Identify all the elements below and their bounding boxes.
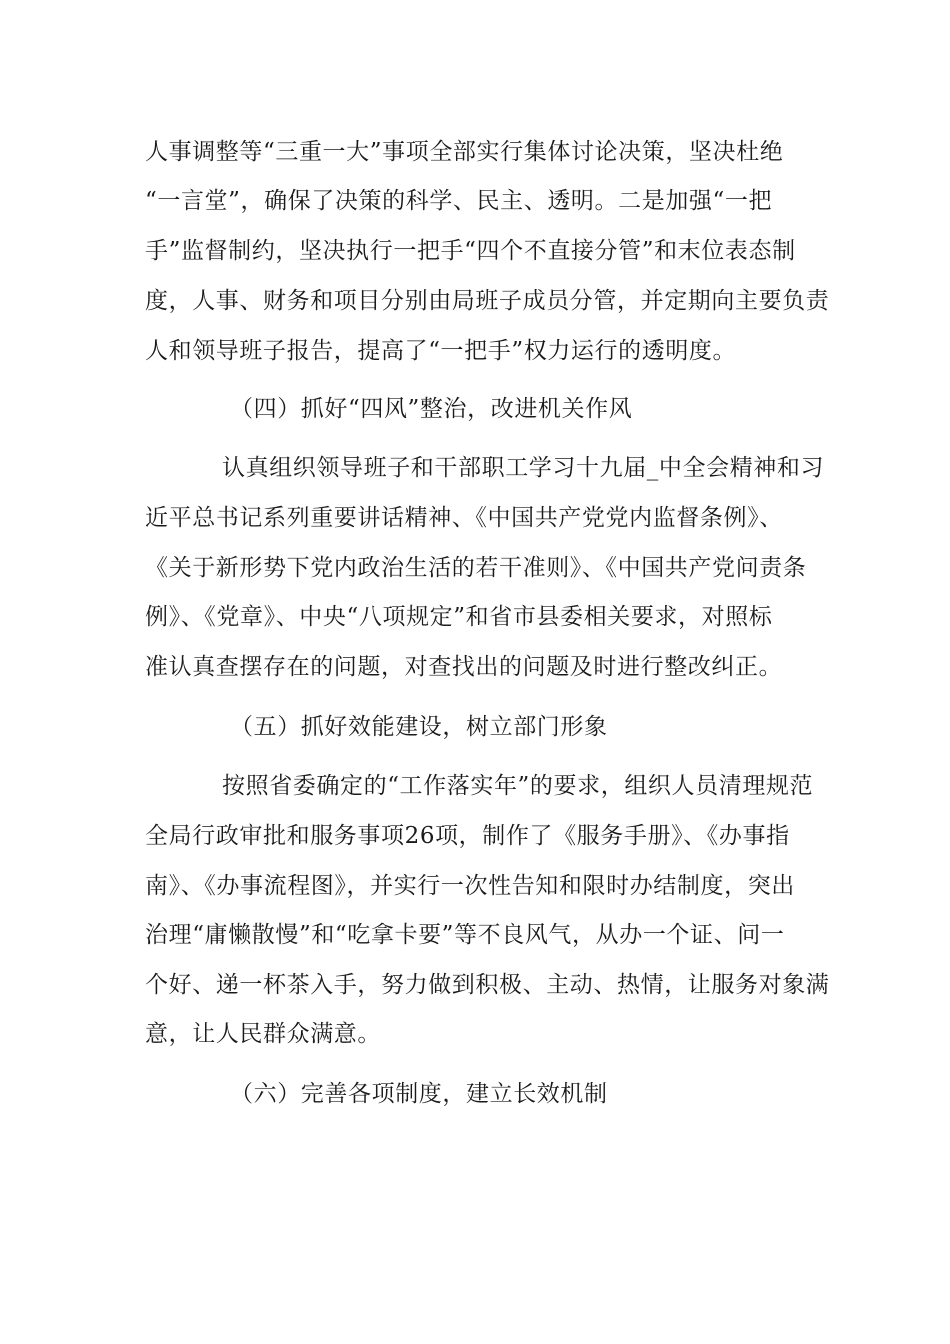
section-heading-5: （五）抓好效能建设，树立部门形象 bbox=[230, 714, 608, 740]
paragraph-line: 准认真查摆存在的问题，对查找出的问题及时进行整改纠正。 bbox=[145, 654, 783, 680]
paragraph-line: 人和领导班子报告，提高了“一把手”权力运行的透明度。 bbox=[145, 338, 737, 364]
section-heading-6: （六）完善各项制度，建立长效机制 bbox=[230, 1081, 608, 1107]
paragraph-line: 认真组织领导班子和干部职工学习十九届_中全会精神和习 bbox=[222, 455, 825, 481]
paragraph-line: 个好、递一杯茶入手，努力做到积极、主动、热情，让服务对象满 bbox=[145, 972, 830, 998]
section-heading-4: （四）抓好“四风”整治，改进机关作风 bbox=[230, 396, 633, 422]
paragraph-line: 全局行政审批和服务事项26项，制作了《服务手册》、《办事指 bbox=[145, 823, 790, 849]
paragraph-line: “一言堂”，确保了决策的科学、民主、透明。二是加强“一把 bbox=[145, 188, 773, 214]
paragraph-line: 例》、《党章》、中央“八项规定”和省市县委相关要求，对照标 bbox=[145, 604, 773, 630]
paragraph-line: 手”监督制约，坚决执行一把手“四个不直接分管”和末位表态制 bbox=[145, 238, 796, 264]
paragraph-line: 南》、《办事流程图》，并实行一次性告知和限时办结制度，突出 bbox=[145, 873, 795, 899]
paragraph-line: 人事调整等“三重一大”事项全部实行集体讨论决策，坚决杜绝 bbox=[145, 139, 784, 165]
paragraph-line: 《关于新形势下党内政治生活的若干准则》、《中国共产党问责条 bbox=[145, 555, 807, 581]
paragraph-line: 意，让人民群众满意。 bbox=[145, 1021, 381, 1047]
paragraph-line: 近平总书记系列重要讲话精神、《中国共产党党内监督条例》、 bbox=[145, 505, 783, 531]
paragraph-line: 治理“庸懒散慢”和“吃拿卡要”等不良风气，从办一个证、问一 bbox=[145, 922, 785, 948]
paragraph-line: 按照省委确定的“工作落实年”的要求，组织人员清理规范 bbox=[222, 773, 814, 799]
paragraph-line: 度，人事、财务和项目分别由局班子成员分管，并定期向主要负责 bbox=[145, 288, 830, 314]
